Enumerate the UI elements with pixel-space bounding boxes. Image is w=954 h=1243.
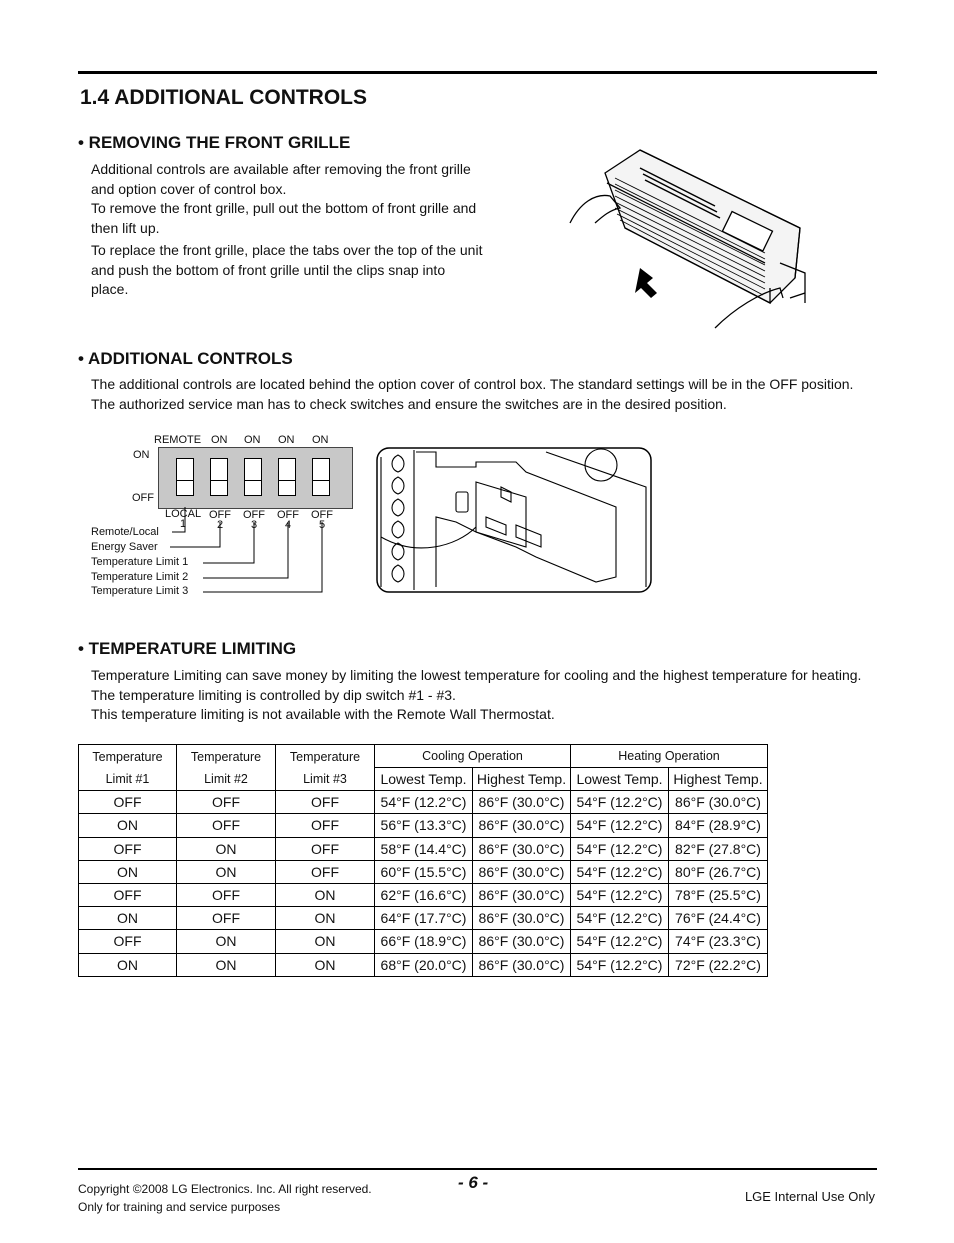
table-cell: 86°F (30.0°C): [473, 883, 571, 906]
page-number: - 6 -: [458, 1173, 489, 1192]
dip-top-label: ON: [211, 434, 228, 446]
table-cell: 74°F (23.3°C): [669, 930, 768, 953]
table-cell: 84°F (28.9°C): [669, 814, 768, 837]
table-cell: 86°F (30.0°C): [473, 860, 571, 883]
table-cell: ON: [79, 860, 177, 883]
dip-bottom-label: OFF: [311, 509, 333, 521]
table-cell: 54°F (12.2°C): [571, 907, 669, 930]
table-cell: 86°F (30.0°C): [473, 837, 571, 860]
dip-bottom-label: OFF: [209, 509, 231, 521]
table-row: [79, 953, 768, 976]
dip-number: 5: [319, 519, 326, 531]
dip-bottom-label: LOCAL: [165, 508, 202, 520]
dip-leader-lines: [160, 490, 330, 600]
table-cell: ON: [276, 907, 375, 930]
header-heating: Heating Operation: [571, 745, 768, 768]
dip-top-label: ON: [244, 434, 261, 446]
grille-p3: To replace the front grille, place the tabs over the top of the unit and push the bottom of front grille until the clips snap into place.: [91, 242, 483, 297]
table-cell: 64°F (17.7°C): [375, 907, 473, 930]
table-body: [79, 791, 768, 977]
table-cell: 68°F (20.0°C): [375, 953, 473, 976]
table-cell: OFF: [79, 837, 177, 860]
table-cell: 72°F (22.2°C): [669, 953, 768, 976]
table-cell: 66°F (18.9°C): [375, 930, 473, 953]
dip-number: 2: [217, 519, 224, 531]
table-row: [79, 907, 768, 930]
table-cell: 82°F (27.8°C): [669, 837, 768, 860]
table-cell: ON: [79, 814, 177, 837]
footer-rule: [78, 1168, 877, 1170]
limiting-p2: The temperature limiting is controlled by dip switch #1 - #3.: [91, 686, 456, 703]
table-cell: ON: [177, 953, 276, 976]
dip-bottom-label: OFF: [243, 509, 265, 521]
dip-number: 4: [285, 519, 292, 531]
table-row: [79, 883, 768, 906]
table-cell: 54°F (12.2°C): [571, 837, 669, 860]
control-box-illustration: [376, 447, 652, 593]
table-cell: ON: [276, 953, 375, 976]
dip-number: 3: [251, 519, 258, 531]
table-cell: 76°F (24.4°C): [669, 907, 768, 930]
header-heating-highest: Highest Temp.: [669, 768, 768, 791]
table-row: [79, 860, 768, 883]
dip-function-label: Temperature Limit 2: [91, 571, 189, 583]
header-limit2: Temperature Limit #2: [177, 745, 276, 791]
table-cell: OFF: [177, 907, 276, 930]
table-cell: 58°F (14.4°C): [375, 837, 473, 860]
table-cell: 86°F (30.0°C): [473, 791, 571, 814]
table-cell: ON: [79, 953, 177, 976]
header-heating-lowest: Lowest Temp.: [571, 768, 669, 791]
dip-off-label: OFF: [132, 492, 154, 504]
dip-function-label: Energy Saver: [91, 541, 158, 553]
table-cell: 86°F (30.0°C): [473, 953, 571, 976]
header-limit3: Temperature Limit #3: [276, 745, 375, 791]
table-cell: ON: [276, 883, 375, 906]
header-cooling-lowest: Lowest Temp.: [375, 768, 473, 791]
table-cell: 54°F (12.2°C): [375, 791, 473, 814]
table-cell: 54°F (12.2°C): [571, 883, 669, 906]
table-cell: 78°F (25.5°C): [669, 883, 768, 906]
dip-top-label: ON: [278, 434, 295, 446]
unit-grille-illustration: [565, 128, 810, 333]
table-cell: OFF: [79, 883, 177, 906]
additional-text: [91, 375, 891, 414]
limiting-p3: This temperature limiting is not available with the Remote Wall Thermostat.: [91, 706, 555, 722]
grille-p2: To remove the front grille, pull out the bottom of front grille and then lift up.: [91, 200, 477, 236]
table-cell: ON: [79, 907, 177, 930]
table-cell: ON: [177, 837, 276, 860]
additional-heading: • ADDITIONAL CONTROLS: [78, 349, 293, 368]
dip-number: 1: [180, 518, 187, 530]
copyright-text: Copyright ©2008 LG Electronics. Inc. All right reserved.: [78, 1182, 372, 1196]
dip-function-label: Temperature Limit 1: [91, 556, 189, 568]
table-row: [79, 930, 768, 953]
table-cell: OFF: [276, 814, 375, 837]
dip-top-label: ON: [312, 434, 329, 446]
dip-on-label: ON: [133, 449, 150, 461]
header-limit1: Temperature Limit #1: [79, 745, 177, 791]
header-cooling-highest: Highest Temp.: [473, 768, 571, 791]
grille-text: [91, 160, 486, 300]
table-row: [79, 814, 768, 837]
table-header-row: [79, 745, 768, 768]
table-cell: 56°F (13.3°C): [375, 814, 473, 837]
dip-function-label: Remote/Local: [91, 526, 159, 538]
table-cell: 62°F (16.6°C): [375, 883, 473, 906]
table-cell: OFF: [276, 860, 375, 883]
table-cell: 54°F (12.2°C): [571, 860, 669, 883]
table-cell: 54°F (12.2°C): [571, 791, 669, 814]
table-cell: OFF: [177, 791, 276, 814]
limiting-p1: Temperature Limiting can save money by limiting the lowest temperature for cooling and the highest temperature for heating.: [91, 667, 862, 683]
table-cell: ON: [177, 930, 276, 953]
table-cell: OFF: [177, 883, 276, 906]
table-cell: ON: [276, 930, 375, 953]
purpose-text: Only for training and service purposes: [78, 1199, 281, 1214]
dip-function-label: Temperature Limit 3: [91, 585, 189, 597]
additional-p1: The additional controls are located behind the option cover of control box. The standard settings will be in the OFF position.: [91, 376, 854, 392]
table-cell: ON: [177, 860, 276, 883]
limiting-text: [91, 666, 891, 725]
table-row: [79, 837, 768, 860]
table-cell: OFF: [79, 930, 177, 953]
table-cell: 86°F (30.0°C): [669, 791, 768, 814]
header-cooling: Cooling Operation: [375, 745, 571, 768]
grille-heading: • REMOVING THE FRONT GRILLE: [78, 133, 351, 152]
table-cell: OFF: [276, 791, 375, 814]
temperature-limit-table: [78, 744, 768, 977]
table-cell: 86°F (30.0°C): [473, 930, 571, 953]
dip-bottom-label: OFF: [277, 509, 299, 521]
table-cell: OFF: [177, 814, 276, 837]
section-title: 1.4 ADDITIONAL CONTROLS: [80, 86, 368, 109]
table-cell: 54°F (12.2°C): [571, 930, 669, 953]
internal-use-label: LGE Internal Use Only: [744, 1189, 875, 1204]
table-cell: OFF: [79, 791, 177, 814]
limiting-heading: • TEMPERATURE LIMITING: [78, 639, 297, 658]
top-rule: [78, 71, 877, 74]
table-cell: OFF: [276, 837, 375, 860]
table-cell: 86°F (30.0°C): [473, 907, 571, 930]
table-row: [79, 791, 768, 814]
table-cell: 80°F (26.7°C): [669, 860, 768, 883]
footer-left: [78, 1181, 372, 1216]
table-cell: 60°F (15.5°C): [375, 860, 473, 883]
grille-p1: Additional controls are available after removing the front grille and option cover of control box.: [91, 161, 471, 197]
table-cell: 54°F (12.2°C): [571, 953, 669, 976]
table-cell: 86°F (30.0°C): [473, 814, 571, 837]
table-cell: 54°F (12.2°C): [571, 814, 669, 837]
additional-p2: The authorized service man has to check switches and ensure the switches are in the desired position.: [91, 395, 727, 412]
dip-top-label: REMOTE: [154, 434, 202, 446]
